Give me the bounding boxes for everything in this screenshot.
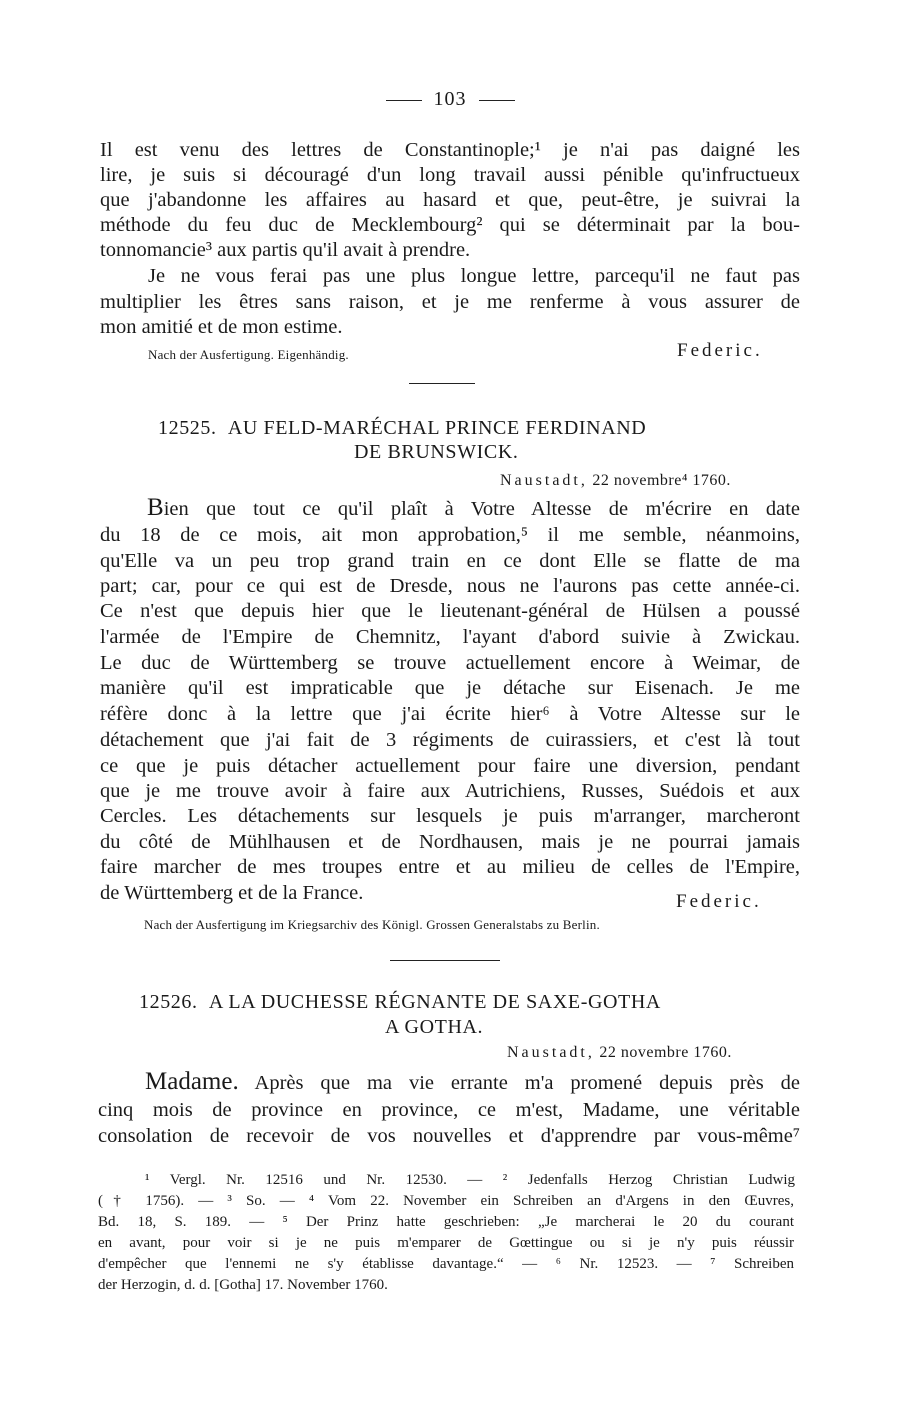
letter-heading-line2: A GOTHA. xyxy=(385,1016,484,1038)
letter-body-line: qu'Elle va un peu trop grand train en ce dont Elle se flatte de ma xyxy=(100,550,800,572)
letter-date: 22 novembre⁴ 1760. xyxy=(592,472,731,489)
footnote-line: († 1756). — ³ So. — ⁴ Vom 22. November ein Schreiben an d'Argens in den Œuvres, xyxy=(98,1193,794,1209)
letter-body-line: que je me trouve avoir à faire aux Autrichiens, Russes, Suédois et aux xyxy=(100,780,800,802)
letter-body-line: Cercles. Les détachements sur lesquels je puis m'arranger, marcheront xyxy=(100,805,800,827)
letter-body-text: Après que ma vie errante m'a promené depuis près de xyxy=(238,1072,800,1094)
intro-line: méthode du feu duc de Mecklembourg² qui se déterminait par la bou- xyxy=(100,214,800,236)
footnote-line: ¹ Vergl. Nr. 12516 und Nr. 12530. — ² Jedenfalls Herzog Christian Ludwig xyxy=(145,1172,795,1188)
letter-heading-line1: AU FELD-MARÉCHAL PRINCE FERDINAND xyxy=(227,417,647,439)
letter-date: 22 novembre 1760. xyxy=(599,1044,732,1061)
letter-body-line: faire marcher de mes troupes entre et au milieu de celles de l'Empire, xyxy=(100,856,800,878)
letter-body-line: part; car, pour ce qui est de Dresde, nous ne l'aurons pas cette année-ci. xyxy=(100,575,800,597)
letter-body-line: du 18 de ce mois, ait mon approbation,⁵ il me semble, néanmoins, xyxy=(100,524,800,546)
letter-dateline xyxy=(507,1044,732,1062)
intro-line: que j'abandonne les affaires au hasard et que, peut-être, je suivrai la xyxy=(100,189,800,211)
letter-body-line: l'armée de l'Empire de Chemnitz, l'ayant d'abord suivie à Zwickau. xyxy=(100,626,800,648)
intro-line: mon amitié et de mon estime. xyxy=(100,316,343,338)
letter-body-line: Le duc de Württemberg se trouve actuellement encore à Weimar, de xyxy=(100,652,800,674)
footnote-line: der Herzogin, d. d. [Gotha] 17. November 1760. xyxy=(98,1277,388,1293)
salutation: Madame. xyxy=(145,1068,239,1095)
letter-body-line: du côté de Mühlhausen et de Nordhausen, mais je ne pourrai jamais xyxy=(100,831,800,853)
letter-heading-line1: A LA DUCHESSE RÉGNANTE DE SAXE-GOTHA xyxy=(208,991,661,1013)
intro-source-note: Nach der Ausfertigung. Eigenhändig. xyxy=(148,347,349,362)
letter-body-line: Ce n'est que depuis hier que le lieutenant-général de Hülsen a poussé xyxy=(100,600,800,622)
letter-heading xyxy=(158,417,646,440)
letter-body-line: manière qu'il est impraticable que je détache sur Eisenach. Je me xyxy=(100,677,800,699)
initial-letter: B xyxy=(147,494,164,521)
intro-signature: Federic. xyxy=(677,340,763,361)
footnote-line: en avant, pour voir si je ne puis m'emparer de Gœttingue ou si je n'y puis réussir xyxy=(98,1235,794,1251)
page-number-dash-right xyxy=(479,100,515,101)
letter-heading-line2: DE BRUNSWICK. xyxy=(354,441,519,463)
intro-line: lire, je suis si découragé d'un long travail aussi pénible qu'infructueux xyxy=(100,164,800,186)
letter-body-line xyxy=(145,1068,800,1095)
section-divider xyxy=(390,960,500,961)
letter-place: Naustadt, xyxy=(507,1044,595,1061)
footnote-line: Bd. 18, S. 189. — ⁵ Der Prinz hatte geschrieben: „Je marcherai le 20 du courant xyxy=(98,1214,794,1230)
letter-number: 12525. xyxy=(158,417,217,439)
letter-heading xyxy=(139,991,661,1014)
letter-signature: Federic. xyxy=(676,891,762,912)
intro-line: Je ne vous ferai pas une plus longue lettre, parcequ'il ne faut pas xyxy=(148,265,800,287)
letter-number: 12526. xyxy=(139,991,198,1013)
page-number-text: 103 xyxy=(433,88,467,110)
letter-source-note: Nach der Ausfertigung im Kriegsarchiv des Königl. Grossen Generalstabs zu Berlin. xyxy=(144,917,600,932)
intro-line: tonnomancie³ aux partis qu'il avait à prendre. xyxy=(100,239,471,261)
intro-line: multiplier les êtres sans raison, et je me renferme à vous assurer de xyxy=(100,291,800,313)
letter-body-line: détachement que j'ai fait de 3 régiments de cuirassiers, et c'est là tout xyxy=(100,729,800,751)
section-divider xyxy=(409,383,475,384)
letter-body-line: ce que je puis détacher actuellement pour faire une diversion, pendant xyxy=(100,755,800,777)
intro-line: Il est venu des lettres de Constantinople;¹ je n'ai pas daigné les xyxy=(100,139,800,161)
letter-body-line: de Württemberg et de la France. xyxy=(100,882,364,904)
letter-body-text: ien que tout ce qu'il plaît à Votre Altesse de m'écrire en date xyxy=(163,498,800,520)
footnote-line: d'empêcher que l'ennemi ne s'y établisse davantage.“ — ⁶ Nr. 12523. — ⁷ Schreiben xyxy=(98,1256,794,1272)
page-number xyxy=(0,88,900,111)
letter-body-line: cinq mois de province en province, ce m'est, Madame, une véritable xyxy=(98,1099,800,1121)
letter-body-line: consolation de recevoir de vos nouvelles et d'apprendre par vous-même⁷ xyxy=(98,1125,800,1147)
letter-place: Naustadt, xyxy=(500,472,588,489)
letter-dateline xyxy=(500,472,731,490)
page-number-dash-left xyxy=(386,100,422,101)
letter-body-line xyxy=(147,494,800,521)
letter-body-line: réfère donc à la lettre que j'ai écrite hier⁶ à Votre Altesse sur le xyxy=(100,703,800,725)
